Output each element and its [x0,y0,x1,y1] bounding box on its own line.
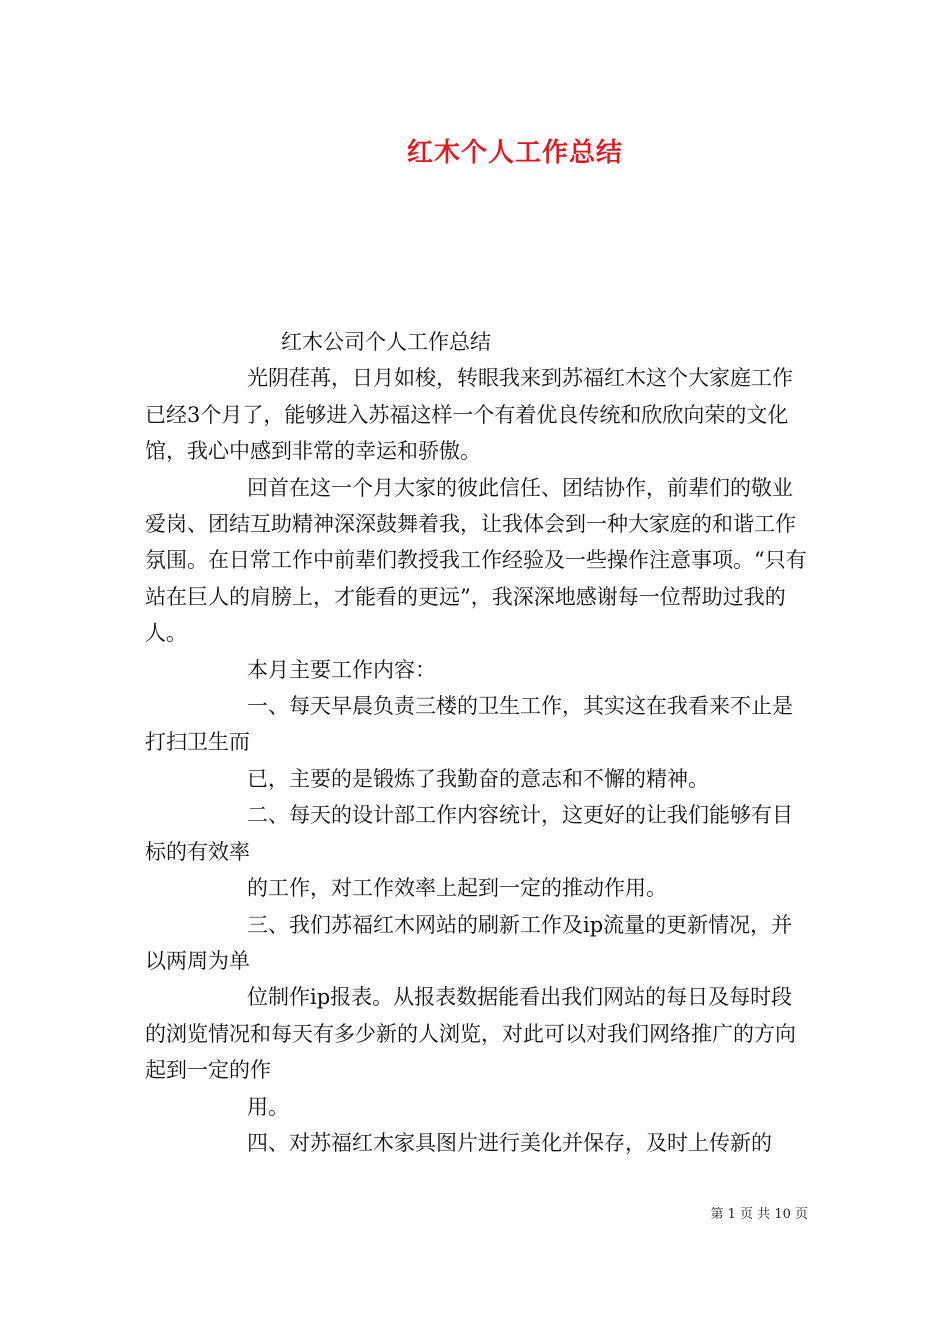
paragraph-item-4: 四、对苏福红木家具图片进行美化并保存，及时上传新的 [247,1130,772,1155]
paragraph-item-1-cont: 已，主要的是锻炼了我勤奋的意志和不懈的精神。 [247,766,709,791]
document-title: 红木个人工作总结 [406,138,623,168]
paragraph-item-3-cont: 位制作ip报表。从报表数据能看出我们网站的每日及每时段的浏览情况和每天有多少新的人浏览，对此可以对我们网络推广的方向起到一定的作 [145,985,796,1083]
paragraph-item-2: 二、每天的设计部工作内容统计，这更好的让我们能够有目标的有效率 [145,803,793,864]
paragraph-item-3: 三、我们苏福红木网站的刷新工作及ip流量的更新情况，并以两周为单 [145,912,793,973]
paragraph-item-1: 一、每天早晨负责三楼的卫生工作，其实这在我看来不止是打扫卫生而 [145,694,793,755]
document-subtitle: 红木公司个人工作总结 [281,330,491,354]
paragraph-review: 回首在这一个月大家的彼此信任、团结协作，前辈们的敬业爱岗、团结互助精神深深鼓舞着我，让我体会到一种大家庭的和谐工作氛围。在日常工作中前辈们教授我工作经验及一些操作注意事项。“只有站在巨人的肩膀上，才能看的更远”，我深深地感谢每一位帮助过我的人。 [145,475,807,646]
paragraph-item-2-cont: 的工作，对工作效率上起到一定的推动作用。 [247,876,667,901]
page-number: 第 1 页 共 10 页 [710,1207,808,1222]
paragraph-item-3-end: 用。 [247,1094,289,1119]
document-body [145,324,810,1161]
paragraph-intro: 光阴荏苒，日月如梭，转眼我来到苏福红木这个大家庭工作已经3个月了，能够进入苏福这样一个有着优良传统和欣欣向荣的文化馆，我心中感到非常的幸运和骄傲。 [145,366,793,464]
paragraph-work-heading: 本月主要工作内容： [247,657,436,682]
